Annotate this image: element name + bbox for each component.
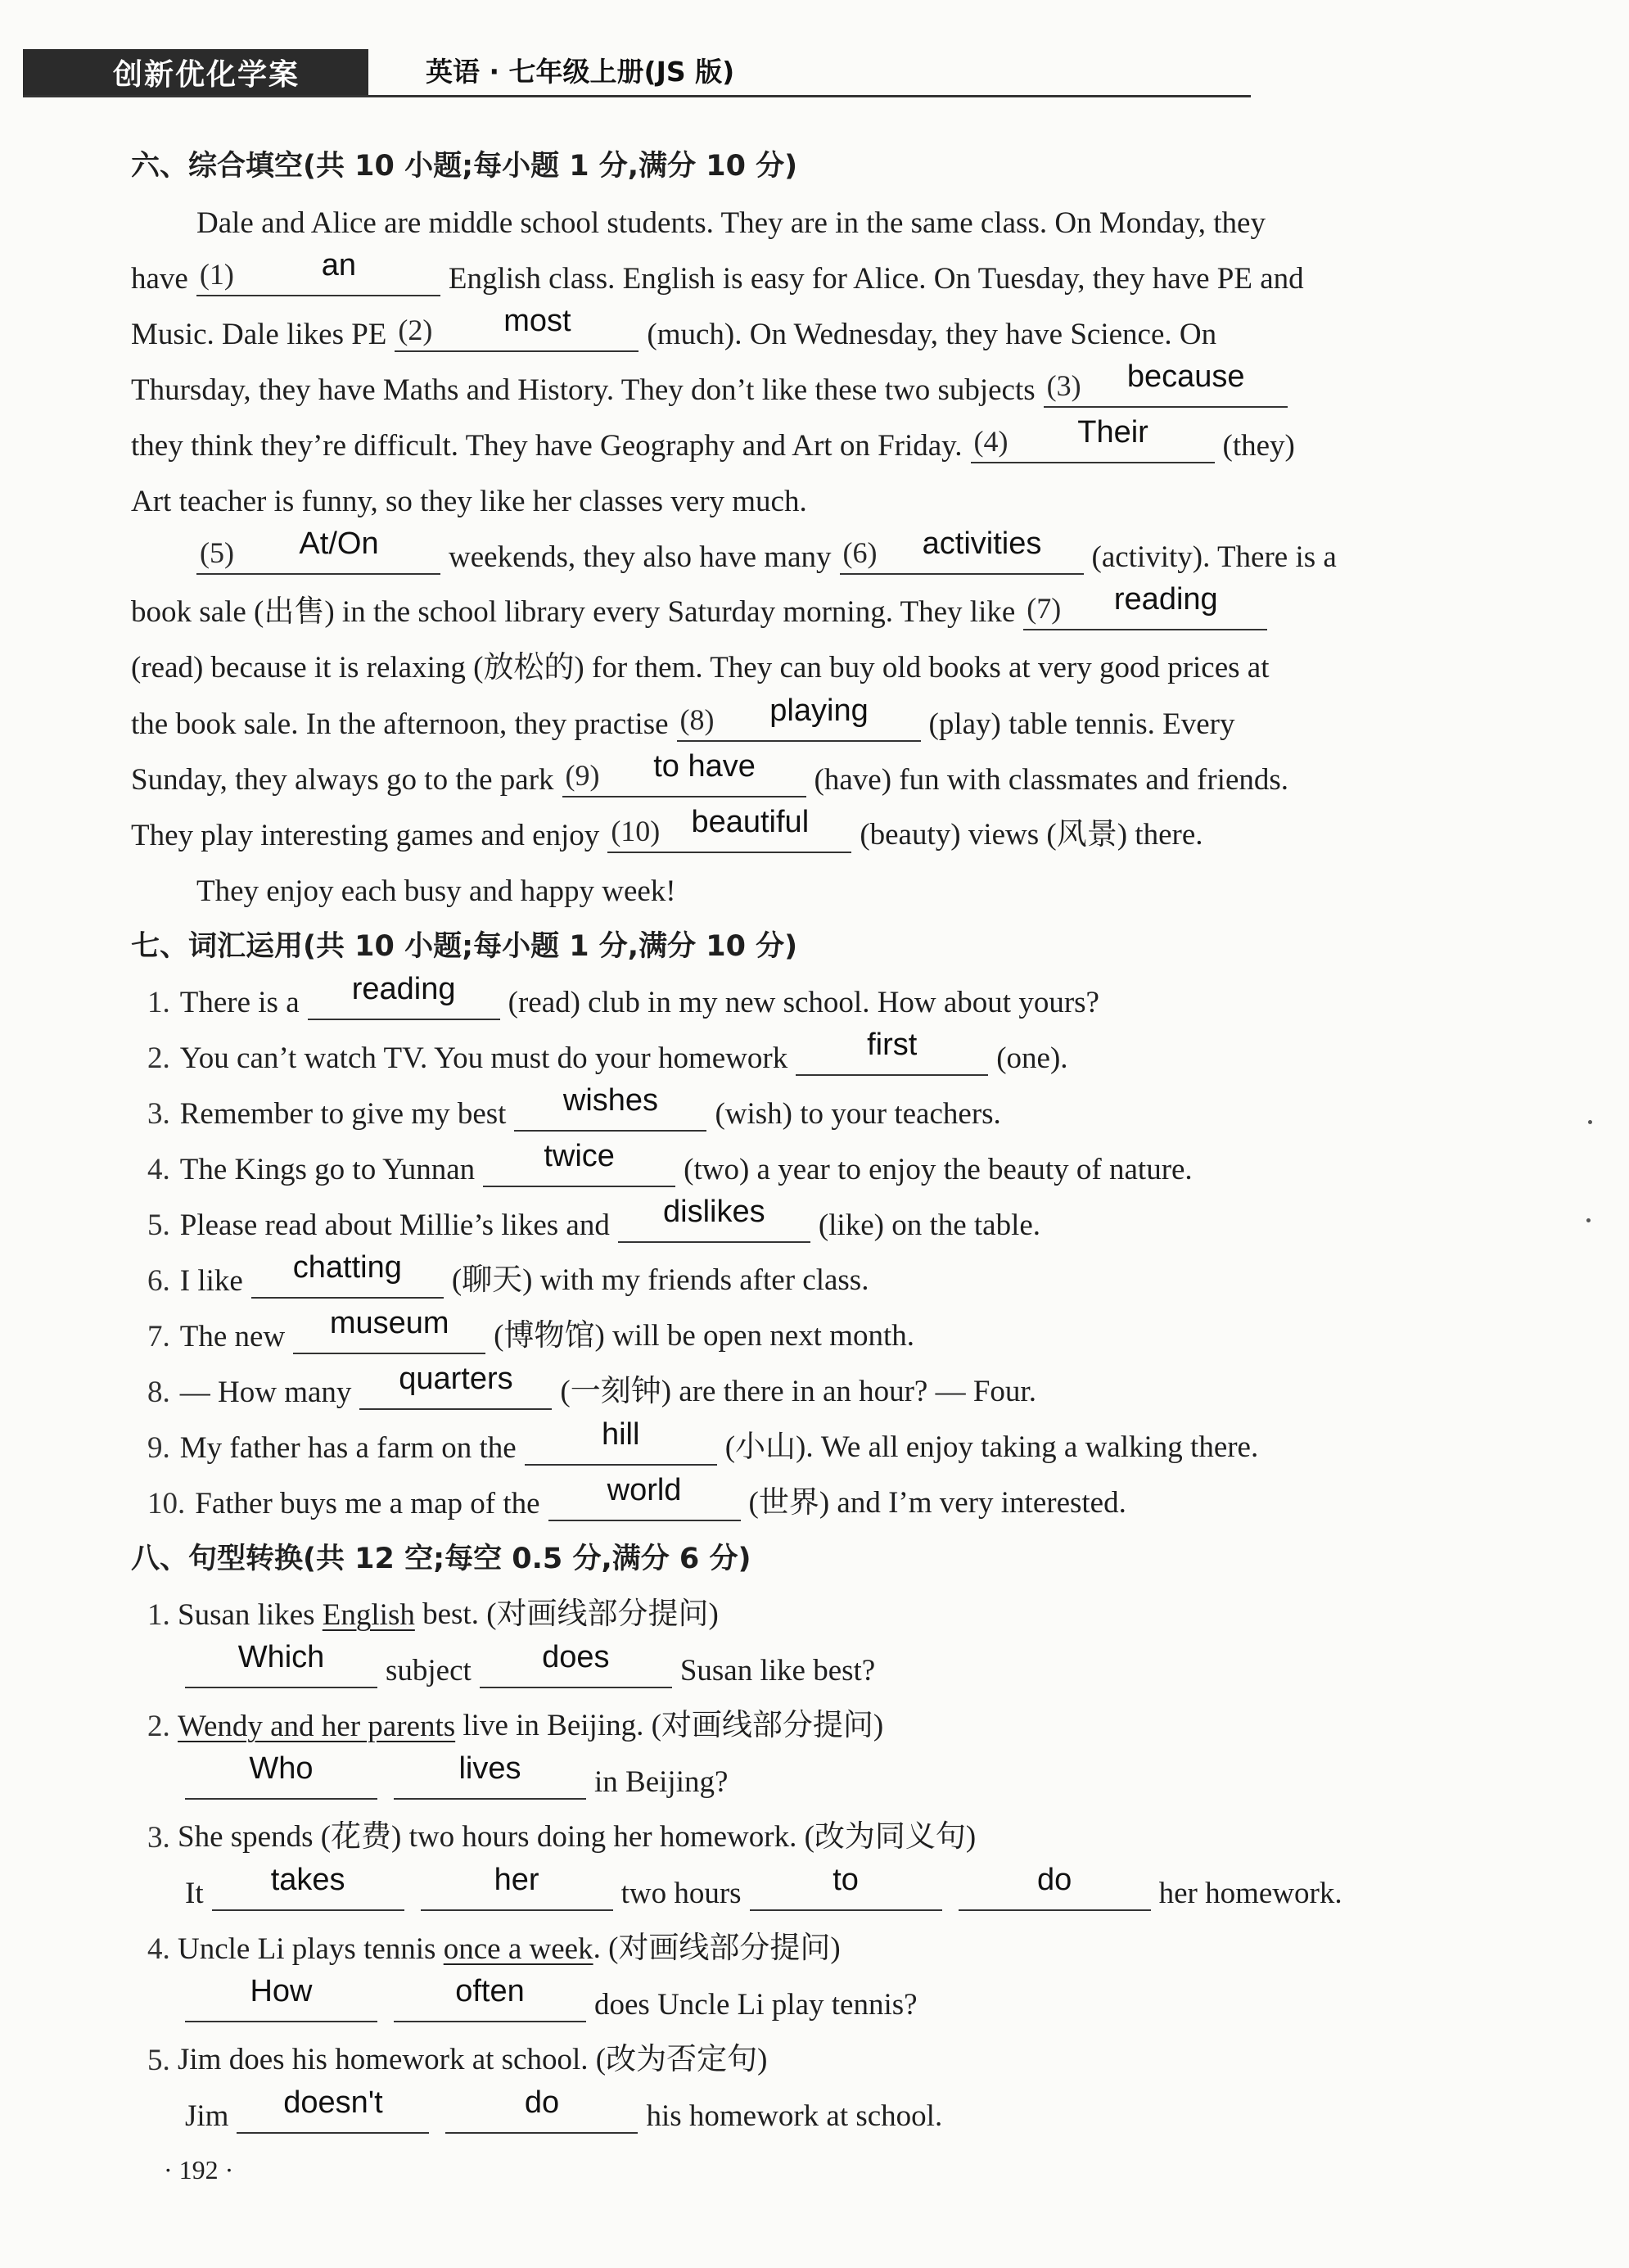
blank-answer: lives [458, 1751, 521, 1786]
item-number: 2. [147, 1041, 170, 1075]
blank-2[interactable] [395, 305, 639, 352]
item-text-after: (like) on the table. [818, 1209, 1041, 1242]
item-text-before: Father buys me a map of the [195, 1487, 540, 1520]
text: in Beijing? [594, 1765, 729, 1799]
blank-answer: chatting [292, 1250, 402, 1285]
item-number: 4. [147, 1153, 170, 1186]
item-text-before: The new [179, 1320, 286, 1353]
blank-answer: often [455, 1974, 525, 2008]
text: subject [386, 1654, 472, 1687]
header-book-title: 英语 · 七年级上册(JS 版) [426, 56, 735, 88]
blank-number: (8) [679, 703, 715, 736]
item-text-before: — How many [179, 1376, 352, 1409]
s6-line [131, 359, 1296, 408]
underlined-text: once a week [443, 1932, 593, 1966]
question-number: 4. [147, 1932, 170, 1966]
answer-blank[interactable] [750, 1864, 942, 1911]
item-text-before: I like [179, 1264, 243, 1298]
section8-title: 八、句型转换(共 12 空;每空 0.5 分,满分 6 分) [131, 1543, 751, 1575]
text: She spends (花费) two hours doing her homework. (改为同义句) [178, 1820, 977, 1854]
s6-line [131, 748, 1288, 797]
item-text-after: (聊天) with my friends after class. [451, 1263, 869, 1297]
text: English class. English is easy for Alice. On Tuesday, they have PE and [448, 262, 1304, 296]
item-blank[interactable] [251, 1251, 444, 1299]
s7-item [147, 1305, 914, 1354]
text: the book sale. In the afternoon, they practise [131, 707, 669, 741]
text: Sunday, they always go to the park [131, 763, 554, 797]
s6-line [131, 581, 1275, 630]
item-blank[interactable] [483, 1140, 675, 1187]
text: Jim [185, 2099, 229, 2133]
blank-answer: Who [249, 1751, 314, 1786]
answer-blank[interactable] [185, 1641, 377, 1688]
item-blank[interactable] [525, 1418, 717, 1466]
text: Susan like best? [679, 1654, 876, 1687]
s7-item [147, 1138, 1193, 1187]
answer-blank[interactable] [212, 1864, 404, 1911]
text: It [185, 1877, 204, 1910]
blank-10[interactable] [607, 806, 851, 853]
blank-answer: dislikes [663, 1195, 765, 1229]
s6-line [131, 247, 1304, 296]
blank-answer: to [833, 1863, 859, 1897]
s8-answer-2 [185, 1751, 728, 1800]
item-blank[interactable] [293, 1307, 485, 1354]
blank-8[interactable] [677, 694, 921, 742]
item-blank[interactable] [618, 1195, 810, 1243]
blank-7[interactable] [1023, 583, 1267, 630]
item-number: 6. [147, 1264, 170, 1298]
blank-number: (1) [199, 258, 234, 291]
item-number: 3. [147, 1097, 170, 1131]
answer-blank[interactable] [421, 1864, 613, 1911]
text: live in Beijing. (对画线部分提问) [463, 1709, 884, 1742]
blank-number: (10) [611, 815, 661, 847]
s7-item [147, 1472, 1126, 1521]
blank-number: (9) [565, 759, 600, 792]
blank-answer: beautiful [691, 805, 810, 839]
s8-answer-4 [185, 1973, 918, 2022]
blank-answer: does [542, 1640, 610, 1674]
question-number: 2. [147, 1710, 170, 1743]
blank-9[interactable] [562, 750, 806, 797]
underlined-text: Wendy and her parents [178, 1710, 456, 1743]
blank-number: (4) [973, 425, 1009, 458]
text: weekends, they also have many [449, 540, 832, 574]
blank-number: (5) [200, 536, 234, 569]
s6-line: (read) because it is relaxing (放松的) for them. They can buy old books at very good prices at [131, 651, 1270, 684]
blank-answer: At/On [299, 526, 379, 561]
s8-answer-5 [185, 2085, 942, 2134]
page-number: · 192 · [164, 2155, 234, 2184]
blank-number: (7) [1027, 592, 1062, 625]
s6-line: Art teacher is funny, so they like her classes very much. [131, 485, 807, 518]
s7-item [147, 1194, 1040, 1243]
item-text-before: My father has a farm on the [179, 1431, 517, 1465]
blank-answer: twice [544, 1139, 615, 1173]
answer-blank[interactable] [237, 2086, 429, 2134]
section6-title: 六、综合填空(共 10 小题;每小题 1 分,满分 10 分) [131, 150, 798, 183]
item-text-after: (一刻钟) are there in an hour? — Four. [560, 1375, 1036, 1408]
text: two hours [620, 1877, 742, 1910]
blank-answer: an [321, 248, 356, 282]
text: Music. Dale likes PE [131, 318, 387, 351]
item-text-before: There is a [179, 986, 300, 1019]
scan-speck [1588, 1120, 1592, 1124]
text: best. (对画线部分提问) [422, 1597, 719, 1631]
item-text-after: (世界) and I’m very interested. [748, 1486, 1126, 1520]
text: (beauty) views (风景) there. [860, 818, 1203, 852]
text: her homework. [1158, 1877, 1342, 1910]
question-number: 5. [147, 2044, 170, 2077]
blank-answer: Their [1077, 415, 1148, 450]
blank-4[interactable] [971, 416, 1215, 463]
blank-answer: takes [270, 1863, 345, 1897]
blank-answer: activities [922, 526, 1042, 561]
blank-number: (2) [398, 314, 433, 346]
answer-blank[interactable] [185, 1752, 377, 1800]
blank-answer: playing [769, 694, 869, 728]
item-blank[interactable] [796, 1028, 988, 1076]
s8-question-1 [147, 1584, 719, 1633]
item-blank[interactable] [514, 1084, 706, 1132]
item-blank[interactable] [308, 973, 500, 1020]
s7-item [147, 971, 1099, 1020]
blank-5[interactable] [196, 527, 440, 575]
text: (have) fun with classmates and friends. [814, 763, 1289, 797]
blank-answer: do [524, 2085, 560, 2120]
blank-answer: museum [329, 1306, 449, 1340]
item-text-after: (read) club in my new school. How about yours? [508, 986, 1099, 1019]
underlined-text: English [322, 1598, 415, 1632]
s6-line [131, 804, 1203, 853]
text: They play interesting games and enjoy [131, 819, 600, 852]
s6-line [131, 303, 1216, 352]
blank-answer: Which [237, 1640, 325, 1674]
text: (activity). There is a [1091, 540, 1337, 574]
item-text-before: Remember to give my best [179, 1097, 507, 1131]
text: does Uncle Li play tennis? [594, 1988, 918, 2022]
answer-blank[interactable] [394, 1975, 586, 2022]
s7-item [147, 1361, 1036, 1410]
blank-answer: reading [351, 972, 456, 1006]
s8-question-4 [147, 1918, 841, 1967]
text: Thursday, they have Maths and History. They don’t like these two subjects [131, 373, 1036, 407]
scan-speck [1586, 1218, 1591, 1222]
text: book sale (出售) in the school library every Saturday morning. They like [131, 595, 1016, 629]
text: have [131, 262, 188, 296]
blank-answer: doesn't [283, 2085, 383, 2120]
s6-line [131, 693, 1235, 742]
item-text-after: (博物馆) will be open next month. [494, 1319, 914, 1353]
text: they think they’re difficult. They have Geography and Art on Friday. [131, 429, 963, 463]
s6-line: Dale and Alice are middle school students. They are in the same class. On Monday, they [196, 206, 1266, 240]
blank-answer: reading [1113, 582, 1218, 617]
text: (they) [1222, 429, 1295, 463]
blank-answer: do [1036, 1863, 1072, 1897]
blank-6[interactable] [840, 527, 1084, 575]
blank-1[interactable] [196, 249, 440, 296]
blank-answer: quarters [399, 1362, 513, 1396]
answer-blank[interactable] [394, 1752, 586, 1800]
s8-answer-3 [185, 1862, 1342, 1911]
answer-blank[interactable] [445, 2086, 638, 2134]
blank-answer: her [494, 1863, 539, 1897]
item-number: 9. [147, 1431, 170, 1465]
question-number: 1. [147, 1598, 170, 1632]
item-number: 1. [147, 986, 170, 1019]
item-text-before: Please read about Millie’s likes and [179, 1209, 610, 1242]
answer-blank[interactable] [480, 1641, 672, 1688]
header-brand: 创新优化学案 [113, 57, 300, 92]
s6-line [196, 526, 1337, 575]
blank-answer: How [250, 1974, 313, 2008]
blank-answer: first [867, 1028, 918, 1062]
text: Uncle Li plays tennis [178, 1932, 436, 1966]
text: Jim does his homework at school. (改为否定句) [178, 2043, 768, 2076]
s6-line [131, 414, 1295, 463]
s7-item [147, 1027, 1068, 1076]
text: Susan likes [178, 1598, 315, 1632]
text: (play) table tennis. Every [928, 707, 1235, 741]
question-number: 3. [147, 1821, 170, 1855]
blank-answer: to have [653, 749, 756, 784]
s8-question-5 [147, 2029, 767, 2078]
blank-3[interactable] [1044, 360, 1288, 408]
blank-answer: wishes [562, 1083, 659, 1118]
blank-answer: world [607, 1473, 682, 1507]
s8-question-3 [147, 1806, 976, 1855]
blank-number: (3) [1046, 369, 1081, 402]
blank-number: (6) [842, 536, 878, 569]
answer-blank[interactable] [185, 1975, 377, 2022]
section7-title: 七、词汇运用(共 10 小题;每小题 1 分,满分 10 分) [131, 930, 798, 963]
item-text-after: (小山). We all enjoy taking a walking there. [724, 1430, 1259, 1464]
s8-question-2 [147, 1695, 883, 1744]
item-text-after: (two) a year to enjoy the beauty of nature. [684, 1153, 1193, 1186]
item-text-before: The Kings go to Yunnan [179, 1153, 476, 1186]
text: his homework at school. [646, 2099, 943, 2133]
header-rule [23, 95, 1251, 97]
item-text-after: (one). [996, 1041, 1068, 1075]
item-number: 5. [147, 1209, 170, 1242]
s6-line: They enjoy each busy and happy week! [196, 874, 676, 908]
blank-answer: most [503, 304, 571, 338]
s8-answer-1 [185, 1639, 875, 1688]
blank-answer: because [1126, 359, 1245, 394]
s7-item [147, 1416, 1258, 1466]
item-text-after: (wish) to your teachers. [715, 1097, 1001, 1131]
s7-item [147, 1249, 869, 1299]
item-blank[interactable] [359, 1362, 552, 1410]
item-text-before: You can’t watch TV. You must do your homework [179, 1041, 788, 1075]
item-blank[interactable] [548, 1474, 741, 1521]
text: . (对画线部分提问) [593, 1931, 841, 1965]
item-number: 10. [147, 1487, 186, 1520]
text: (much). On Wednesday, they have Science. On [647, 318, 1217, 351]
blank-answer: hill [601, 1417, 640, 1452]
header-brand-band [23, 49, 368, 95]
item-number: 8. [147, 1376, 170, 1409]
s7-item [147, 1082, 1001, 1132]
item-number: 7. [147, 1320, 170, 1353]
answer-blank[interactable] [959, 1864, 1151, 1911]
